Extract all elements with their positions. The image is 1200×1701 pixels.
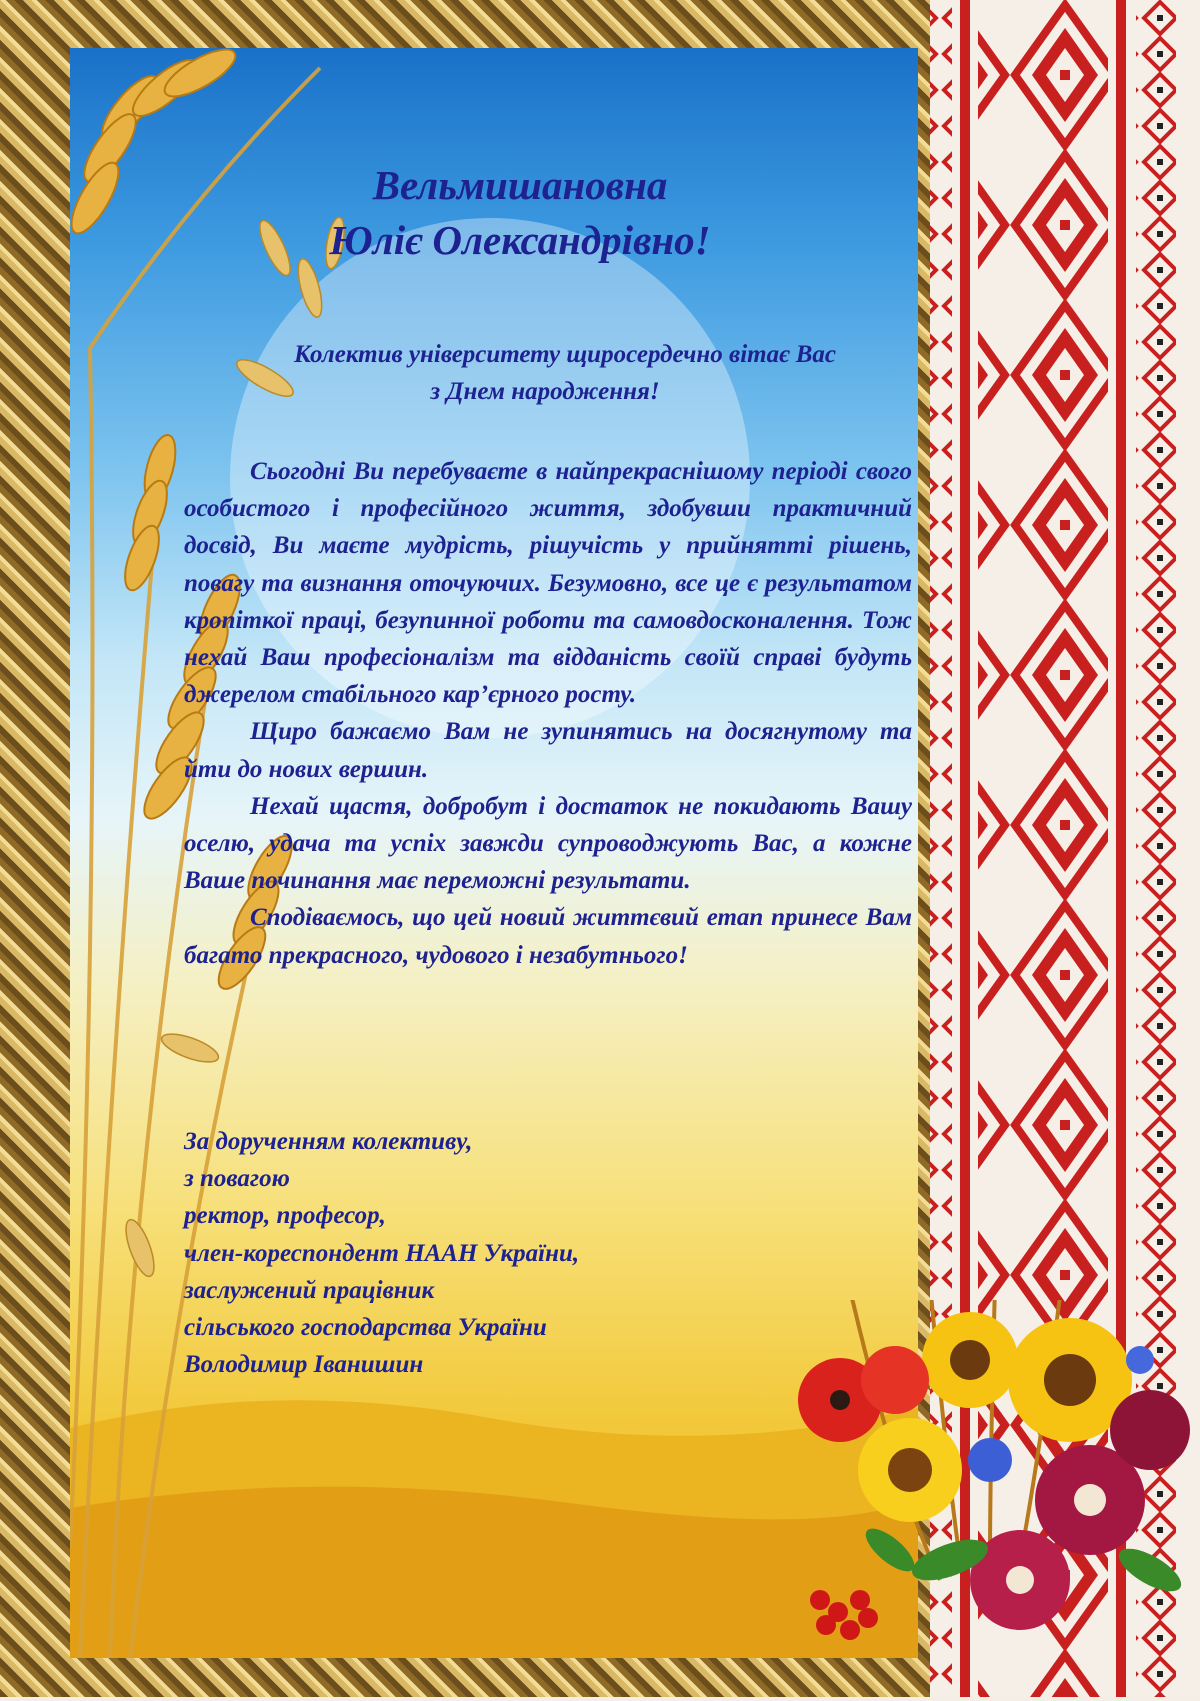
paragraph-3: Нехай щастя, добробут і достаток не покидають Вашу оселю, удача та успіх завжди супроводжують Вас, а кожне Ваше починання має переможні результати. xyxy=(184,792,912,895)
signature-line-3: ректор, професор, xyxy=(184,1202,386,1230)
intro-line-2: з Днем народження! xyxy=(430,378,660,405)
paragraph-4: Сподіваємось, що цей новий життєвий етап принесе Вам багато прекрасного, чудового і незабутнього! xyxy=(184,904,912,969)
greeting-heading xyxy=(260,158,780,268)
greeting-line-1: Вельмишановна xyxy=(372,162,668,208)
signature-line-2: з повагою xyxy=(184,1165,290,1193)
intro-line-1: Колектив університету щиросердечно вітає Вас xyxy=(294,341,836,368)
signature-line-5: заслужений працівник xyxy=(184,1276,435,1304)
signature-line-4: член-кореспондент НААН України, xyxy=(184,1239,580,1267)
signature-line-1: За дорученням колективу, xyxy=(184,1128,473,1155)
paragraph-1: Сьогодні Ви перебуваєте в найпрекраснішому періоді свого особистого і професійного життя, здобувши практичний досвід, Ви маєте мудрість, рішучість у прийнятті рішень, повагу та визнання оточуючих. Безумовно, все це є результатом кропіткої праці, безупинної роботи та самовдосконалення. Тож нехай Ваш професіоналізм та відданість своїй справі будуть джерелом стабільного кар’єрного росту. xyxy=(184,458,912,709)
greeting-line-2: Юліє Олександрівно! xyxy=(329,217,711,263)
signature-block xyxy=(184,1123,784,1383)
paragraph-2: Щиро бажаємо Вам не зупинятись на досягнутому та йти до нових вершин. xyxy=(184,718,912,783)
signature-name: Володимир Іванишин xyxy=(184,1351,424,1379)
letter-body xyxy=(184,453,912,974)
flower-bouquet-image xyxy=(790,1300,1200,1697)
signature-line-6: сільського господарства України xyxy=(184,1314,547,1342)
intro-text xyxy=(220,336,870,410)
